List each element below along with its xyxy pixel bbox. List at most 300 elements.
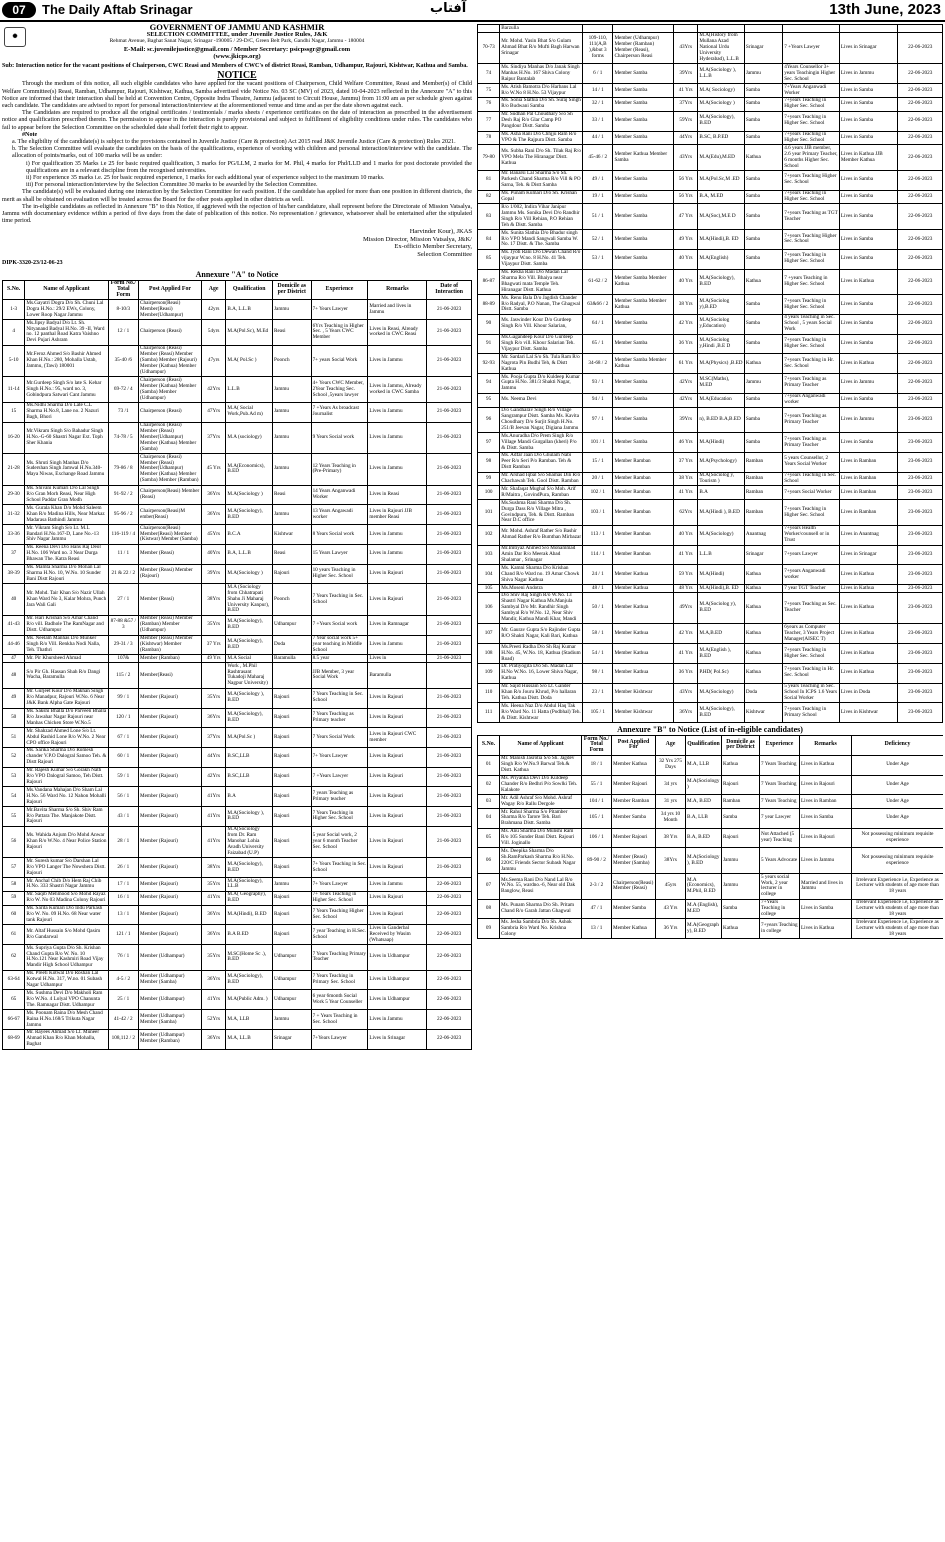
annexure-a-table-row (3, 402, 472, 422)
annexure-a-cell: 44Yrs (201, 747, 225, 767)
annexure-a-cell: 56 (3, 826, 25, 858)
annexure-a-header-7: Experience (311, 280, 368, 300)
annexure-a-cell: 36Yrs (201, 485, 225, 505)
annexure-a-cell: 29-30 (3, 485, 25, 505)
annexure-a-cell: M.A(Hindi),B. ED (698, 230, 745, 250)
left-column (2, 24, 472, 1538)
annexure-a-cell: 21-06-2023 (427, 402, 472, 422)
annexure-a-cell: M.A( Geography), B.ED (226, 891, 273, 905)
annexure-a-cell: Ms. Renu Bala D/o Jagdish Chander R/o Radyal, P.O Nanan, The Ghagwal Distt. Samba (500, 295, 583, 315)
annexure-a-cell: 36Yrs (674, 703, 698, 723)
annexure-a-cell: M.A(Hindi) (698, 565, 745, 585)
email: E-Mail: sc.juvenilejustice@gmail.com / Member Secretary: psicpssgr@gmail.com (123, 45, 351, 53)
annexure-a-cell: M.A(Sociology), B.ED (226, 708, 273, 728)
annexure-a-cell: 7 years Teaching as Primary teacher (311, 787, 368, 807)
annexure-a-table-row (3, 787, 472, 807)
annexure-a-cell: 91-92 / 2 (108, 485, 138, 505)
annexure-a-cell: 108,112 / 2 (108, 1029, 138, 1049)
annexure-a-cell: Member (Reasi) Member (Kishtwar) Member (Ramban) (139, 635, 202, 655)
annexure-a-cell: 22-06-2023 (898, 249, 943, 269)
annexure-a-cell: 22-06-2023 (898, 84, 943, 98)
annexure-b-cell: 09 (478, 919, 500, 939)
annexure-a-cell (478, 25, 500, 33)
annexure-a-cell: M.A( Social Work,Pub.Ad m) (226, 402, 273, 422)
annexure-a-cell: Member (Rajouri) (139, 878, 202, 892)
annexure-b-cell: Lives in Rajouri (800, 775, 852, 795)
annexure-a-cell: Rajouri (273, 564, 312, 584)
annexure-a-cell: 73 /1 (108, 402, 138, 422)
annexure-a-cell: Mr. Shahzad Ahmed Lone S/o Lt. Abdul Rashid Lone R/o W.No. 2 Near CPO office Rajouri (25, 728, 108, 748)
annexure-a-cell: 35Yrs (201, 945, 225, 971)
annexure-a-cell: 94 (478, 374, 500, 394)
annexure-a-cell: 54yrs (201, 320, 225, 346)
annexure-a-table-row (3, 564, 472, 584)
annexure-a-cell: Samba (744, 131, 782, 145)
annexure-a-table-row (3, 345, 472, 377)
annexure-a-cell: Member (Rajouri) (139, 708, 202, 728)
annexure-b-cell: Not possessing minimum requisite experience (852, 848, 944, 874)
annexure-b-cell: Lives in Samba (800, 899, 852, 919)
annexure-a-cell: 103 / 1 (583, 500, 613, 526)
annexure-a-cell: 45Yrs (201, 525, 225, 545)
annexure-a-cell: M.A(Hindi ), B.ED (698, 500, 745, 526)
annexure-b-cell: Rajouri (722, 828, 760, 848)
annexure-a-cell: Kishtwar (744, 703, 782, 723)
annexure-a-cell: Ms. Supriya Gupta D/o Sh. Krishan Chand Gupta R/o W. No. 10 H.No.121 Near Kashmiri Road Vijay Mandir High School Udhampur (25, 945, 108, 971)
annexure-a-table-row (478, 145, 943, 171)
annexure-a-cell: 21-06-2023 (427, 377, 472, 403)
subject: Sub: Interaction notice for the vacant positions of Chairperson, CWC Reasi and Members of CWC's of district Reasi, Ramban, Udhampur, Rajouri, Kishtwar, Kathua and Samba. (2, 63, 468, 70)
annexure-a-cell: Lives in Doda (839, 683, 898, 703)
annexure-a-cell: 26 / 1 (108, 858, 138, 878)
annexure-a-cell: 37Yrs (674, 97, 698, 111)
annexure-a-cell: 48 / 1 (583, 585, 613, 593)
annexure-b-cell: 13 / 1 (582, 919, 612, 939)
annexure-b-cell: 7 year Lawyer (760, 809, 800, 829)
annexure-a-cell: M.A(Sociology), B.ED (698, 703, 745, 723)
annexure-b-cell: Not possessing minimum requisite experience (852, 828, 944, 848)
annexure-a-cell: 64 / 1 (583, 314, 613, 334)
annexure-a-header-9: Date of Interaction (427, 280, 472, 300)
annexure-a-cell: Mr.Vikram Singh S/o Bahadur Singh H.No.-G-60 Shastri Nagar Ext. Toph Sher Khania (25, 422, 108, 454)
annexure-a-cell (583, 25, 613, 33)
annexure-a-header-6: Domicile as per District (273, 280, 312, 300)
annexure-a-cell: Mr. Banarsi Lal Sharma S/o Sh. Parkesh Chand Sharma R/o Vill & PO Sarna, Teh. & Distt Samba (501, 170, 581, 189)
annexure-a-cell: 87-88 &57 / 3 (108, 615, 138, 635)
annexure-b-cell: Ms. Priyanka Devi D/o Kuldeep Chander R/o Bedhri P/o Sowlki Teh. Kalakote (500, 775, 582, 795)
annexure-a-table-row (3, 990, 472, 1010)
annexure-a-cell: Member Kathua Member Samba (613, 145, 674, 171)
annexure-a-cell: Ms. Sunita Slathia D/o Bhadur singh R/o VPO Mandi Sangwali Samba W. No. 17 Distt. & The. Samba (500, 230, 583, 250)
annexure-a-cell: Lives in Ramban (839, 472, 898, 486)
annexure-a-cell: M.A(Hindi),B. ED (698, 585, 745, 593)
annexure-a-cell: 7+years Health Worker/counsell or in Trust (783, 525, 840, 545)
annexure-a-cell: Ms. Heena Naz D/o Abdul Haq Tak R/o Ward No. 11 Hatta (Podbhal) Teh. & Distt. Kishtwar (501, 702, 581, 721)
annexure-a-cell: Lives in Rajouri (368, 584, 427, 616)
annexure-a-cell: M.A(Sociolog y, Tourism ) (698, 472, 745, 486)
annexure-a-cell: 21 & 22 / 2 (108, 564, 138, 584)
annexure-a-cell: 79-80 (478, 145, 500, 171)
annexure-a-cell: 25 / 1 (108, 990, 138, 1010)
annexure-a-cell: 121 / 1 (108, 925, 138, 945)
annexure-a-cell: 5-10 (3, 345, 25, 377)
annexure-a-cell: 7+years Teaching in Higher Sec. School (783, 97, 840, 111)
annexure-b-cell: Ms. Jesha Sambria D/o Sh. Ashok Sambria R/o Ward No. Krishna Colony (500, 919, 582, 939)
annexure-a-cell (613, 25, 674, 33)
annexure-a-cell: 44Yrs (674, 131, 698, 145)
annexure-a-cell: 36Yrs (201, 505, 225, 525)
annexure-a-cell: Lives in Ramnagar (368, 615, 427, 635)
annexure-a-cell: Kathua (744, 565, 782, 585)
annexure-a-cell: Lives in Srinagar (839, 545, 898, 565)
annexure-a-cell: 40 Yrs (674, 525, 698, 545)
annexure-a-cell: Member (Rajouri) (139, 858, 202, 878)
annexure-b-cell: Lives in Samba (800, 809, 852, 829)
annexure-a-cell: 29-31 / 3 (108, 635, 138, 655)
annexure-a-cell: Lives in Samba (839, 249, 898, 269)
annexure-a-cell: 95-96 / 2 (108, 505, 138, 525)
annexure-a-cell: Member (Udhampur) Member (Samba) (139, 1010, 202, 1030)
annexure-a-cell: Lives in Rajouri (368, 564, 427, 584)
annexure-a-cell: 7 +Years Social work (311, 615, 368, 635)
annexure-a-cell: 23-06-2023 (898, 703, 943, 723)
annexure-b-table (477, 735, 943, 939)
annexure-a-cell: M.A(Sociology ), L.L.B (698, 64, 745, 84)
annexure-a-cell: 7 Years Teaching in Higher Sec. School (311, 807, 368, 827)
annexure-a-cell: 7 Years Teaching Higher Sec. School (311, 905, 368, 925)
annexure-a-cell: Chairperson (Reasi) Member (Reasi) Member (Samba) Member (Rajouri) Member (Kathua) Member (Udhampur) (139, 345, 202, 377)
annexure-b-cell: 18 / 1 (582, 755, 612, 775)
annexure-a-cell: 44-46 (3, 635, 25, 655)
annexure-a-cell: 4 years Teaching in Sec. School , 5 years Social Work (783, 314, 840, 334)
annexure-a-cell: M.A(Physics) ,B.ED (698, 354, 745, 374)
annexure-a-cell: Member Samba (613, 111, 674, 131)
annexure-a-cell: 7+ Years Teaching in Sec. School (311, 858, 368, 878)
annexure-a-cell: 96 (478, 407, 500, 433)
annexure-a-cell: Samba (744, 190, 782, 204)
annexure-a-cell: 15 (3, 402, 25, 422)
annexure-a-cell: M.A(English ), B.ED (698, 644, 745, 664)
annexure-b-cell: Married and lives in Jammu (800, 874, 852, 900)
annexure-a-cell: 58 (3, 878, 25, 892)
annexure-a-table-row (478, 433, 943, 453)
annexure-a-cell: Kathua (744, 624, 782, 644)
annexure-a-cell: 13 / 1 (108, 905, 138, 925)
annexure-a-cell: 63&66 / 2 (583, 295, 613, 315)
annexure-a-cell: M.A( Pol.Sc ) (226, 345, 273, 377)
annexure-b-cell: 07 (478, 874, 500, 900)
annexure-b-table-row (478, 848, 944, 874)
annexure-a-cell (898, 25, 943, 33)
annexure-b-cell: M.A(Sociology), B.ED (686, 848, 722, 874)
annexure-a-cell: 36Yrs (201, 708, 225, 728)
annexure-a-cell: 62 (3, 945, 25, 971)
annexure-a-cell: Member (Rajouri) (139, 688, 202, 708)
annexure-a-table-row (3, 615, 472, 635)
annexure-a-cell: 40 (3, 584, 25, 616)
annexure-a-table-row (3, 925, 472, 945)
annexure-a-cell: Lives in Samba (839, 170, 898, 190)
annexure-a-cell: 22-06-2023 (427, 970, 472, 990)
annexure-a-cell: 22-06-2023 (427, 1029, 472, 1049)
annexure-a-cell: 42Yrs (201, 377, 225, 403)
annexure-a-cell: 84 (478, 230, 500, 250)
annexure-a-cell: Member (Rajouri) (139, 826, 202, 858)
annexure-a-cell: 7+years Anganwadi worker (783, 393, 840, 407)
annexure-a-cell: 7+Years Anganwadi Worker (783, 84, 840, 98)
annexure-a-cell: 100 (478, 486, 500, 500)
annexure-b-cell: 89-90 / 2 (582, 848, 612, 874)
annexure-a-cell: 6 / 1 (583, 64, 613, 84)
annexure-a-cell: 23-06-2023 (898, 663, 943, 683)
annexure-b-cell: Member Samba (612, 899, 656, 919)
annexure-a-table-row (3, 747, 472, 767)
annexure-a-cell: Samba (744, 84, 782, 98)
annexure-a-cell: M.A(History from Mullana Azad National Urdu University Hyderabad), L.L.B (698, 32, 745, 64)
annexure-a-cell: Member Ramban (613, 472, 674, 486)
annexure-a-cell: Member (Rajouri) (139, 747, 202, 767)
annexure-a-cell: 59 / 1 (108, 767, 138, 787)
annexure-a-cell: 41-42 / 2 (108, 1010, 138, 1030)
annexure-b-cell: M.A, B.ED (686, 795, 722, 809)
annexure-a-cell: Member Ramban (613, 500, 674, 526)
annexure-a-cell (201, 663, 225, 689)
annexure-a-cell: Member Samba (613, 374, 674, 394)
annexure-a-cell: 59 Yrs (674, 565, 698, 585)
annexure-a-cell: 76 / 1 (108, 945, 138, 971)
annexure-a-cell: Lives in Kathua (839, 269, 898, 295)
annexure-a-cell: 7+ years Social Work (311, 345, 368, 377)
annexure-b-cell: 7 Years Teaching (760, 755, 800, 775)
annexure-a-cell: 6Yrs Teaching in Higher Sec. , 5 Years CWC Member (311, 320, 368, 346)
annexure-a-cell: 23-06-2023 (898, 500, 943, 526)
annexure-a-cell: Jammu (273, 454, 312, 486)
signatory-title: Mission Director, Mission Vatsalya, J&K/ (362, 235, 472, 243)
annexure-a-cell: Baramulla (273, 655, 312, 663)
annexure-a-table-row (3, 688, 472, 708)
annexure-b-header-9: Deficiency (852, 736, 944, 756)
annexure-a-table-row (478, 97, 943, 111)
annexure-a-cell: 50 (3, 708, 25, 728)
annexure-b-cell: Member Kathua (612, 919, 656, 939)
annexure-a-cell: Lives in Samba (839, 295, 898, 315)
annexure-a-cell: B.A (698, 486, 745, 500)
annexure-a-table-row (478, 452, 943, 472)
annexure-a-cell: Member Samba (613, 433, 674, 453)
annexure-a-cell: M.A, LL.B (226, 1029, 273, 1049)
annexure-a-cell: Rajouri (273, 891, 312, 905)
annexure-a-table-row (3, 1010, 472, 1030)
annexure-b-cell: 31 yrs (656, 795, 686, 809)
annexure-a-cell: 101 / 1 (583, 433, 613, 453)
annexure-a-cell: 42Yrs (201, 767, 225, 787)
annexure-a-cell: M.A(Sociology) (698, 683, 745, 703)
annexure-a-cell: Mr. Altaf Hussain S/o Mohd Qasim R/o Gandarwal (25, 925, 108, 945)
annexure-b-cell: Lives in Rajouri (800, 828, 852, 848)
annexure-a-cell: 23-06-2023 (898, 565, 943, 585)
annexure-a-cell: 16 / 1 (108, 891, 138, 905)
annexure-a-cell: 63-64 (3, 970, 25, 990)
annexure-a-cell: M.A(Sociology ) (226, 564, 273, 584)
annexure-a-cell: Member (Rajouri) (139, 807, 202, 827)
annexure-a-cell: 34-68 / 2 (583, 354, 613, 374)
annexure-a-cell: 7+years Teaching as TGT Teacher (783, 204, 840, 230)
annexure-a-cell: Mr.Gurdeep Singh S/o late S. Kehar Singh H.No.: 95, ward no. 3, Gobindpura Satwari Cant Jammu (25, 377, 108, 403)
annexure-a-cell: M.SC(Home Sc .), B.ED (226, 945, 273, 971)
annexure-a-cell: 48 Yrs (674, 585, 698, 593)
annexure-a-cell: Samba (744, 393, 782, 407)
annexure-a-cell: Lives in Kathua (839, 592, 898, 624)
annexure-a-cell: 105 (478, 585, 500, 593)
annexure-a-cell: Ms.Preeti Radha D/o Sh Raj Kumar H.No. 45, W.No. 18, Kathua (Stadium Road) (501, 643, 581, 662)
annexure-a-cell: 21-06-2023 (427, 655, 472, 663)
annexure-a-cell: 7+years Teaching in Higher Sec. School (783, 131, 840, 145)
annexure-a-cell: Rajouri (273, 708, 312, 728)
annexure-a-cell: Lives in Kishtwar (839, 703, 898, 723)
annexure-a-cell: 21-06-2023 (427, 300, 472, 320)
annexure-b-table-row (478, 775, 944, 795)
annexure-a-table-row (3, 485, 472, 505)
annexure-a-cell: Member (Reasi) (139, 544, 202, 564)
annexure-b-header-7: Experience (760, 736, 800, 756)
annexure-a-cell: Chairperson (Reasi) Member (Reasi) Member(Udhampur) Member (Kathua) Member (Samba) (139, 422, 202, 454)
note-b: b. The Selection Committee will evaluate the candidates on the basis of the qualifications, experience of working with children and personal interaction/interview with the candidate. The allocation of points/marks, out of 100 marks will be as under: (12, 146, 472, 160)
annexure-a-cell: 16-20 (3, 422, 25, 454)
annexure-a-cell: 59Yrs (674, 111, 698, 131)
annexure-a-cell: Lives in Rajouri (368, 891, 427, 905)
annexure-a-cell: 47 Yrs (674, 204, 698, 230)
annexure-a-cell: 109 (478, 663, 500, 683)
annexure-a-cell: M.A(Sociology), LL.B (226, 878, 273, 892)
annexure-a-cell: M.A(Sociology), B.ED (226, 505, 273, 525)
annexure-b-cell: 2-3 / 2 (582, 874, 612, 900)
annexure-a-cell: 35Yrs (201, 688, 225, 708)
annexure-a-cell: Rajouri (273, 807, 312, 827)
annexure-a-cell: Chairperson (Reasi) Member (Kathua) Member (Samba) Member (Udhampur) (139, 377, 202, 403)
annexure-a-table-row (478, 663, 943, 683)
annexure-a-cell: 36Yrs (201, 1029, 225, 1049)
annexure-a-cell: M.A(Psychology) (698, 452, 745, 472)
annexure-a-cell: 14 Years Anganwadi Worker (311, 485, 368, 505)
annexure-a-table-row (3, 422, 472, 454)
annexure-a-cell: Reasi (273, 544, 312, 564)
notice-header (2, 24, 472, 60)
annexure-a-cell: Lives in Reasi, Already worked in CWC Reasi (368, 320, 427, 346)
annexure-a-cell: 36 Yrs (674, 334, 698, 354)
annexure-b-cell: Mr. Manish Jasrotia S/o Sh. Jagdev Singh R/o W.No.9 Barwal Teh.& Distt. Kathua (500, 755, 582, 775)
annexure-b-cell: 5 years social Work, 2 year lecturer in college (760, 874, 800, 900)
annexure-a-cell: 53 (3, 767, 25, 787)
annexure-a-cell: 22-06-2023 (898, 145, 943, 171)
annexure-a-table-row (478, 592, 943, 624)
annexure-a-cell: 21-06-2023 (427, 635, 472, 655)
annexure-a-cell: 28 / 1 (108, 826, 138, 858)
annexure-a-header-1: Name of Applicant (25, 280, 108, 300)
annexure-a-cell: 23 / 1 (583, 683, 613, 703)
annexure-a-cell: Ms. Sindiya Manhas D/o Janak Singh Manhas H.No. 167 Shiva Colony Raipur Bantalab (500, 64, 583, 84)
annexure-a-cell: Lives in Jammu (839, 374, 898, 394)
annexure-a-cell (839, 25, 898, 33)
annexure-a-cell: 56 Yrs (674, 190, 698, 204)
annexure-b-cell: 32 Yrs 275 Days (656, 755, 686, 775)
annexure-a-cell: Mr. Saqib Mehmood S/o Mohd Rayaz R/o W. No 03 Madina Colony Rajouri (25, 891, 108, 905)
annexure-a-cell: Reasi (273, 320, 312, 346)
annexure-a-cell: Udhampur (273, 945, 312, 971)
annexure-a-cell: Ms. Shruti Singh Manhas D/o Sudershan Singh Jamwal H.No.340- Maya Niwas, Exchange Road Jammu (25, 454, 108, 486)
annexure-a-cell: M.A, LLB (226, 1010, 273, 1030)
annexure-a-cell: Member Kathua (613, 565, 674, 585)
annexure-a-cell: 15 / 1 (583, 452, 613, 472)
annexure-a-cell: Srinagar (273, 1029, 312, 1049)
annexure-a-cell: L.L.B (698, 545, 745, 565)
annexure-a-cell: 66-67 (3, 1010, 25, 1030)
annexure-a-cell: Lives in Kathua (839, 354, 898, 374)
annexure-a-cell: Samba (744, 170, 782, 190)
annexure-a-cell: 33 / 1 (583, 111, 613, 131)
annexure-a-cell: Member (Ramban) (139, 655, 202, 663)
annexure-b-cell: 106 / 1 (582, 828, 612, 848)
annexure-a-cell: 7 year TGT Teacher (783, 585, 840, 593)
annexure-b-cell: Mr. Adil Ashraf S/o Mohd. Ashraf Wagay R/o Rallu Dergole (500, 795, 582, 809)
annexure-a-cell: Kathua (744, 354, 782, 374)
annexure-a-cell: 22-06-2023 (898, 131, 943, 145)
annexure-b-cell: Ramban (722, 795, 760, 809)
annexure-a-cell: Member Samba (613, 190, 674, 204)
annexure-a-table-row (478, 565, 943, 585)
annexure-a-table-row (478, 683, 943, 703)
annexure-a-cell: 7 +Years As broadcast Journalist (311, 402, 368, 422)
annexure-b-cell: M.A(Geography), B.ED (686, 919, 722, 939)
annexure-a-table-row (3, 905, 472, 925)
annexure-a-cell: Lives in Samba (839, 131, 898, 145)
annexure-a-cell: Lives in Udhampur (368, 990, 427, 1010)
annexure-a-cell: 22-06-2023 (898, 170, 943, 190)
annexure-b-cell: Ms. Deepika Sharma D/o Sh.RamParkash Sharma R/o H.No. 220/C Friends Sector Subash Nagar Jammu (500, 848, 582, 874)
annexure-a-cell: 36Yrs (201, 925, 225, 945)
annexure-a-cell: Lives in Samba (839, 433, 898, 453)
annexure-b-cell: Samba (722, 809, 760, 829)
annexure-a-cell: 20 / 1 (583, 472, 613, 486)
annexure-a-cell: Member Samba Member Kathua (613, 354, 674, 374)
annexure-a-cell: Lives in Rajouri (368, 807, 427, 827)
annexure-a-cell: M.A(Sociology ), B.ED (226, 807, 273, 827)
annexure-b-cell: 7+Years Teaching in college (760, 899, 800, 919)
annexure-b-cell: 7+years Teaching in college (760, 919, 800, 939)
website: (www.jkicps.org) (213, 52, 261, 60)
annexure-a-table-row (3, 525, 472, 545)
annexure-a-cell: 7+years Teaching in Higher Sec. School (783, 334, 840, 354)
annexure-a-cell: 54 / 1 (583, 644, 613, 664)
annexure-a-cell: 52Yrs (201, 1010, 225, 1030)
annexure-a-table-row (478, 131, 943, 145)
annexure-a-cell: M.A(Hindi), B.ED (226, 905, 273, 925)
annexure-a-cell: 86-87 (478, 269, 500, 295)
annexure-a-cell: R/o 1/002, Indira Vihar Janipur Jammu Ms. Sonika Devi D/o Randhir Singh R/o Vill Rehian, P.O Rehian Teh & Distt. Samba (500, 204, 583, 230)
annexure-a-cell: M.A(Edu),M.ED (698, 145, 745, 171)
annexure-a-cell: Member Samba Member Kathua (613, 269, 674, 295)
annexure-a-cell: 47 (3, 655, 25, 663)
annexure-a-table-row (3, 454, 472, 486)
annexure-a-cell: Samba (744, 295, 782, 315)
annexure-a-cell: 39Yrs (674, 64, 698, 84)
annexure-a-table-row (3, 635, 472, 655)
annexure-a-cell: 33-36 (3, 525, 25, 545)
annexure-a-cell: Ramban (744, 486, 782, 500)
annexure-a-cell: 95 (478, 393, 500, 407)
annexure-b-cell: Lives in Ramban (800, 795, 852, 809)
annexure-a-cell: 21-06-2023 (427, 826, 472, 858)
annexure-a-cell: M.A Social (226, 655, 273, 663)
